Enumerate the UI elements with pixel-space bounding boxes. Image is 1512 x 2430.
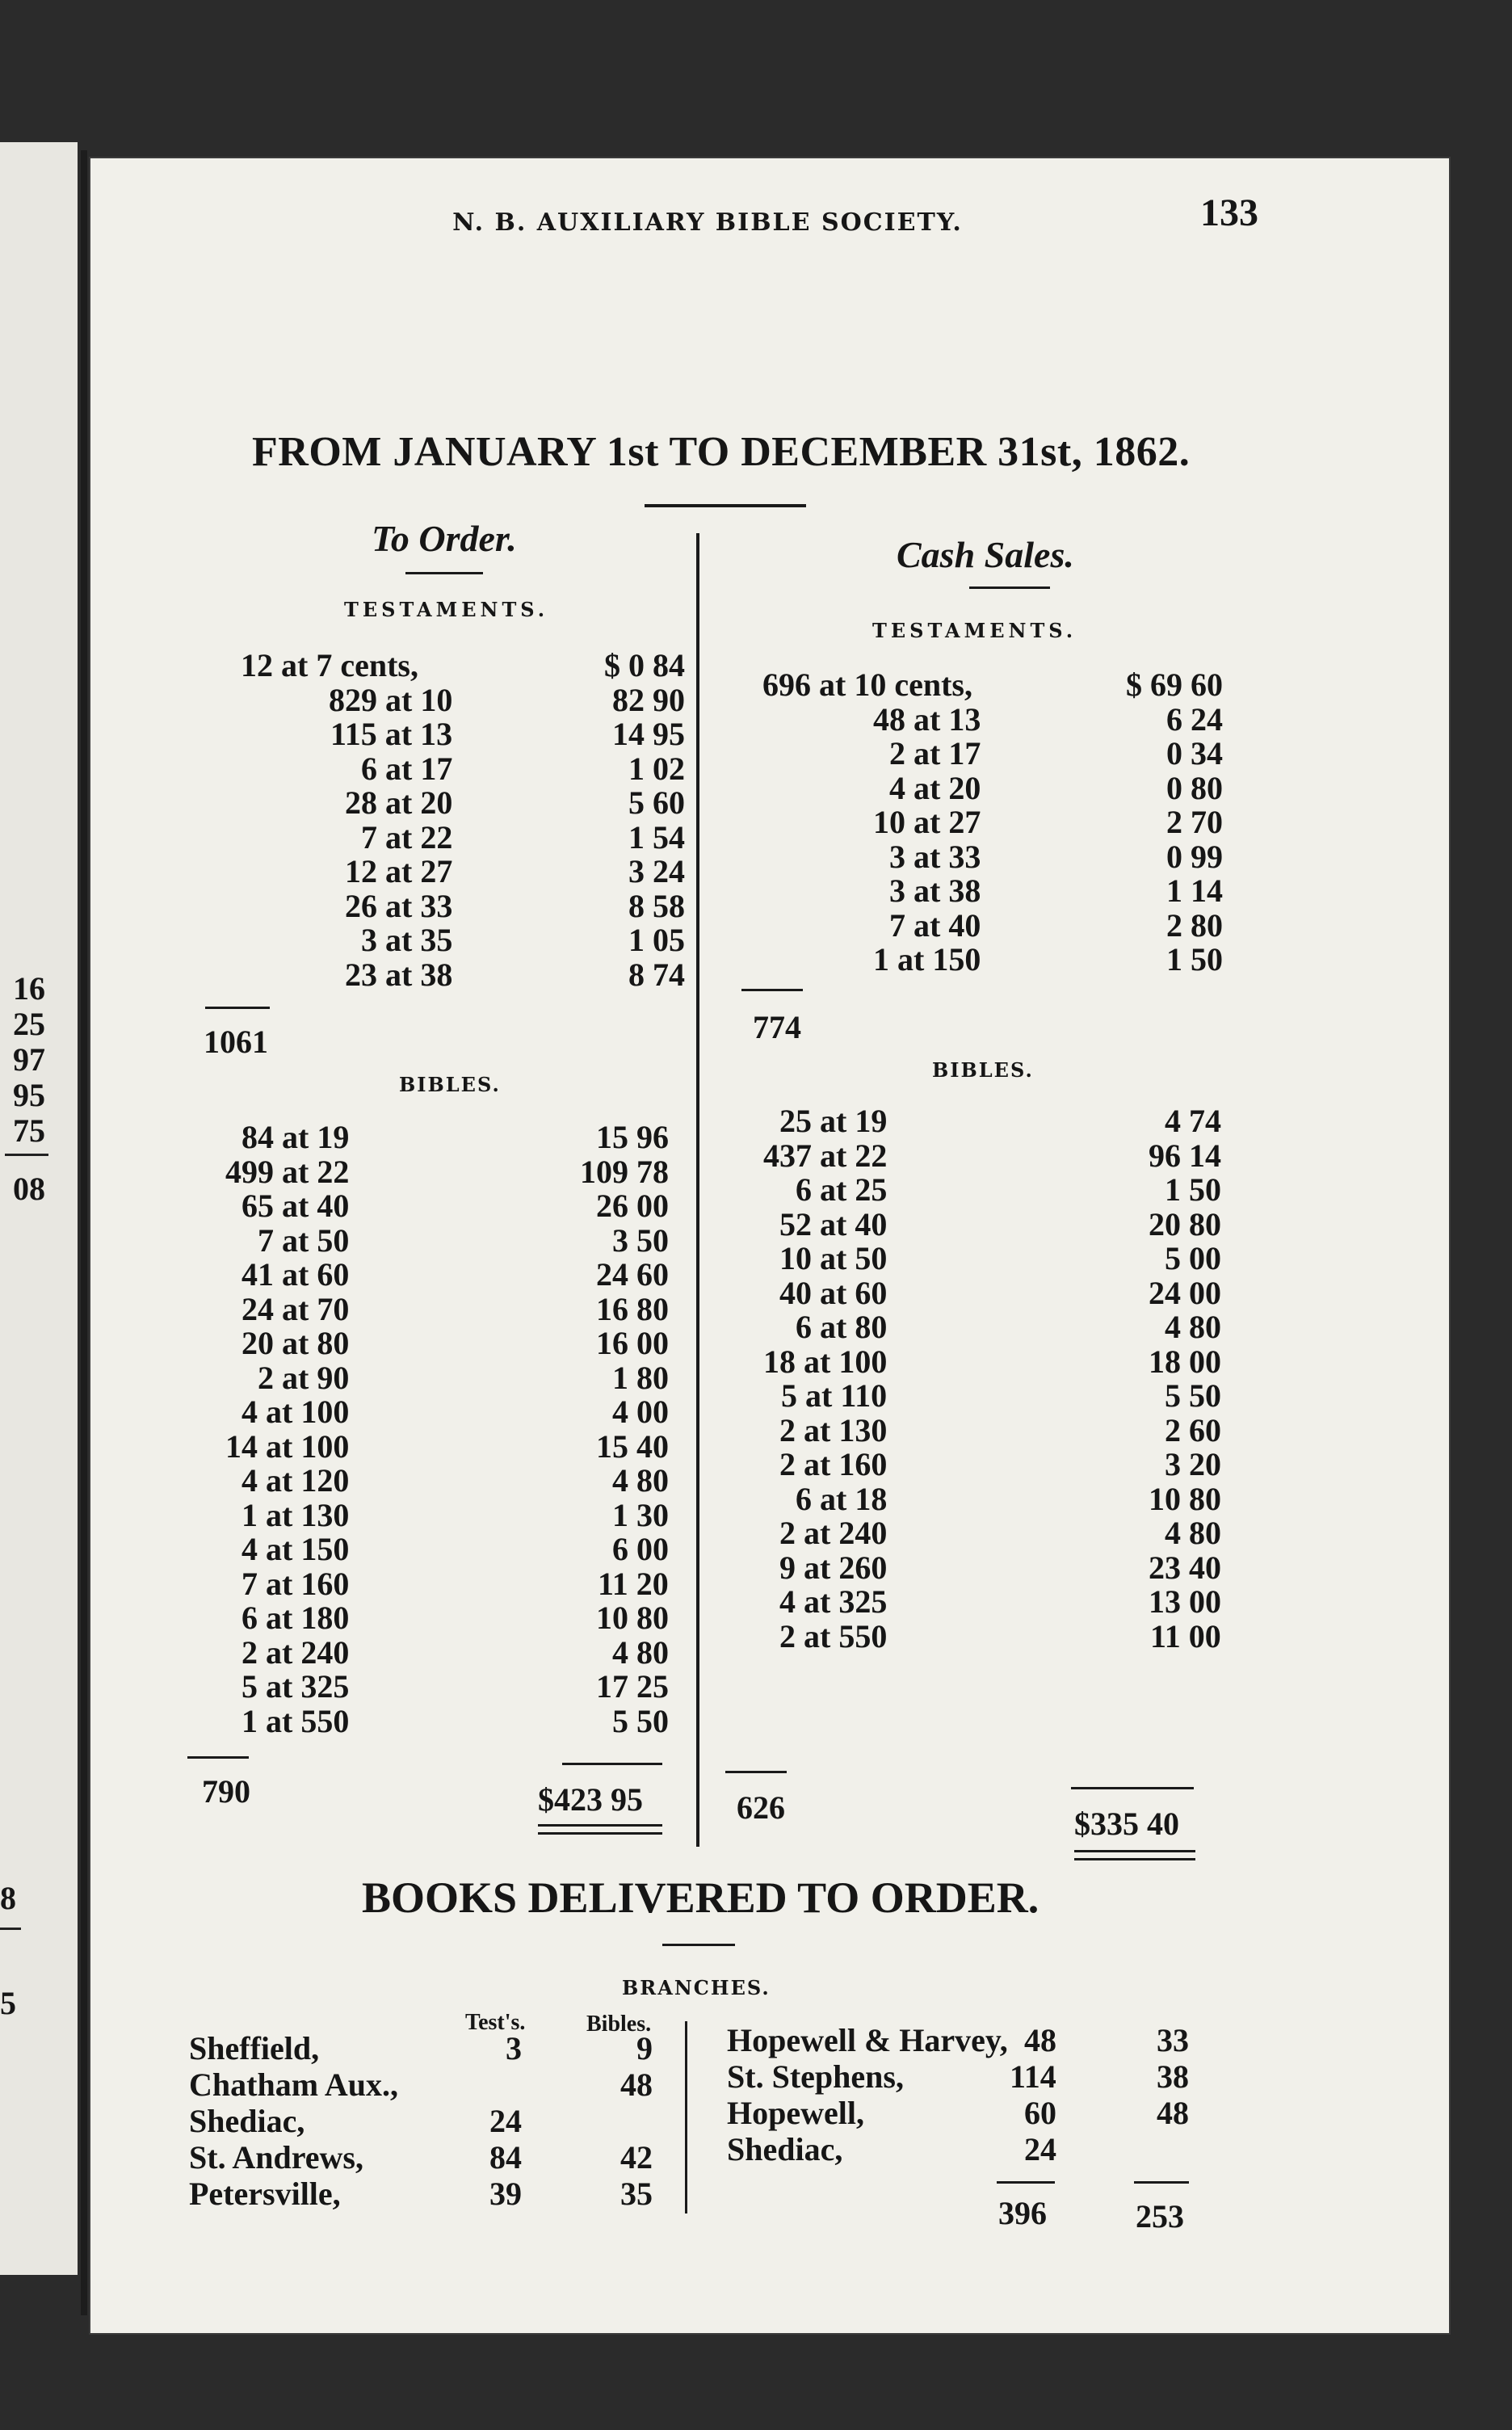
to-order-heading: To Order. xyxy=(372,518,517,559)
facing-page-fragment: 75 xyxy=(13,1112,45,1149)
cash-sales-bibles-total: 626 xyxy=(737,1789,785,1826)
ledger-amount: 1 50 xyxy=(1166,941,1223,977)
ledger-amount: 16 80 xyxy=(596,1290,669,1327)
branch-bibles: 48 xyxy=(1157,2095,1189,2131)
ledger-amount: 23 40 xyxy=(1149,1549,1221,1586)
running-head: N. B. AUXILIARY BIBLE SOCIETY. xyxy=(452,208,963,237)
ledger-quantity: 7 at 40 xyxy=(889,906,981,944)
ledger-amount: 24 00 xyxy=(1149,1274,1221,1311)
ledger-amount: 4 74 xyxy=(1165,1103,1221,1139)
branch-testaments: 3 xyxy=(506,2030,522,2066)
ledger-quantity: 10 at 50 xyxy=(779,1240,888,1276)
total-rule xyxy=(1134,2181,1189,2184)
to-order-bibles-total: 790 xyxy=(202,1773,250,1810)
to-order-testaments-label: TESTAMENTS. xyxy=(344,598,549,621)
cash-sales-bibles-label: BIBLES. xyxy=(932,1058,1034,1082)
ledger-amount: 5 50 xyxy=(612,1702,669,1739)
ledger-amount: 1 02 xyxy=(628,750,685,787)
ledger-amount: 16 00 xyxy=(596,1325,669,1361)
ledger-amount: 0 99 xyxy=(1166,838,1223,875)
cash-sales-testaments-total: 774 xyxy=(753,1009,801,1045)
ledger-quantity: 40 at 60 xyxy=(779,1274,888,1311)
ledger-quantity: 4 at 150 xyxy=(242,1531,350,1567)
ledger-quantity: 6 at 18 xyxy=(796,1480,888,1517)
ledger-quantity: 4 at 20 xyxy=(889,769,981,806)
bibles-column-header: Bibles. xyxy=(586,2012,652,2037)
ledger-quantity: 7 at 160 xyxy=(242,1565,350,1602)
ledger-quantity: 65 at 40 xyxy=(242,1188,350,1224)
double-rule xyxy=(538,1832,662,1835)
ledger-amount: 15 96 xyxy=(596,1119,669,1155)
ledger-quantity: 28 at 20 xyxy=(345,784,453,821)
facing-page-fragment: 25 xyxy=(13,1006,45,1042)
branch-name: Shediac, xyxy=(727,2131,843,2167)
ledger-quantity: 41 at 60 xyxy=(242,1256,350,1293)
ledger-quantity: 2 at 550 xyxy=(779,1617,888,1654)
branch-name: St. Stephens, xyxy=(727,2058,904,2095)
ledger-quantity: 4 at 325 xyxy=(779,1583,888,1620)
ledger-amount: 8 74 xyxy=(628,956,685,993)
ledger-quantity: 2 at 130 xyxy=(779,1411,888,1448)
cash-sales-testaments-label: TESTAMENTS. xyxy=(872,619,1077,642)
facing-page-rule xyxy=(0,1928,21,1930)
facing-page-fragment: 5 xyxy=(0,1985,16,2021)
ledger-quantity: 10 at 27 xyxy=(873,804,981,840)
ledger-amount: 20 80 xyxy=(1149,1205,1221,1242)
facing-page-fragment: 08 xyxy=(13,1171,45,1207)
ledger-amount: 11 00 xyxy=(1150,1617,1221,1654)
branch-testaments: 24 xyxy=(1024,2131,1056,2167)
ledger-quantity: 4 at 100 xyxy=(242,1394,350,1430)
branch-name: Sheffield, xyxy=(189,2030,320,2066)
branch-name: Hopewell & Harvey, xyxy=(727,2022,1008,2058)
to-order-grand-total: $423 95 xyxy=(538,1781,643,1818)
ledger-amount: 4 00 xyxy=(612,1394,669,1430)
tests-column-header: Test's. xyxy=(465,2010,526,2035)
ledger-quantity: 24 at 70 xyxy=(242,1290,350,1327)
ledger-quantity: 4 at 120 xyxy=(242,1462,350,1499)
ledger-amount: 1 80 xyxy=(612,1359,669,1396)
branch-name: St. Andrews, xyxy=(189,2139,363,2176)
branch-testaments: 24 xyxy=(489,2103,522,2139)
ledger-quantity: 2 at 240 xyxy=(779,1515,888,1551)
ledger-quantity: 1 at 130 xyxy=(242,1496,350,1533)
ledger-quantity: 115 at 13 xyxy=(330,716,453,752)
ledger-amount: 15 40 xyxy=(596,1427,669,1465)
title-rule xyxy=(645,504,806,507)
to-order-testaments-total: 1061 xyxy=(204,1024,268,1060)
ledger-amount: 10 80 xyxy=(596,1600,669,1636)
ledger-quantity: 48 at 13 xyxy=(873,700,981,738)
total-rule xyxy=(997,2181,1055,2184)
ledger-quantity: 696 at 10 cents, xyxy=(762,666,972,703)
branch-bibles: 38 xyxy=(1157,2058,1189,2095)
ledger-quantity: 84 at 19 xyxy=(242,1119,350,1155)
ledger-quantity: 2 at 160 xyxy=(779,1446,888,1482)
ledger-quantity: 6 at 80 xyxy=(796,1309,888,1345)
branch-testaments: 60 xyxy=(1024,2095,1056,2131)
branch-name: Shediac, xyxy=(189,2103,305,2139)
branches-total-tests: 396 xyxy=(998,2195,1047,2231)
ledger-amount: 2 70 xyxy=(1166,804,1223,840)
ledger-quantity: 2 at 90 xyxy=(258,1359,350,1396)
ledger-amount: 4 80 xyxy=(612,1462,669,1499)
ledger-amount: 2 60 xyxy=(1165,1411,1221,1448)
branches-divider xyxy=(685,2021,687,2213)
facing-page-edge xyxy=(0,142,78,2275)
ledger-quantity: 2 at 240 xyxy=(242,1633,350,1671)
ledger-quantity: 5 at 110 xyxy=(781,1377,888,1414)
ledger-amount: 8 58 xyxy=(628,887,685,924)
ledger-quantity: 9 at 260 xyxy=(779,1549,888,1586)
ledger-quantity: 3 at 38 xyxy=(889,872,981,909)
heading-rule xyxy=(405,572,483,574)
book-gutter xyxy=(81,150,87,2315)
ledger-quantity: 3 at 33 xyxy=(889,838,981,875)
ledger-quantity: 5 at 325 xyxy=(242,1668,350,1705)
ledger-amount: 1 50 xyxy=(1165,1171,1221,1208)
branch-testaments: 114 xyxy=(1010,2058,1056,2095)
ledger-amount: 4 80 xyxy=(612,1633,669,1671)
double-rule xyxy=(538,1824,662,1827)
ledger-amount: 96 14 xyxy=(1149,1137,1221,1174)
ledger-amount: 4 80 xyxy=(1165,1515,1221,1551)
ledger-quantity: 6 at 180 xyxy=(242,1600,350,1636)
heading-rule xyxy=(969,586,1050,589)
total-rule xyxy=(725,1771,787,1773)
branch-name: Petersville, xyxy=(189,2176,341,2212)
page-number: 133 xyxy=(1200,191,1258,234)
facing-page-fragment: 16 xyxy=(13,970,45,1007)
ledger-amount: 3 50 xyxy=(612,1221,669,1259)
ledger-quantity: 14 at 100 xyxy=(225,1427,350,1465)
ledger-amount: 13 00 xyxy=(1149,1583,1221,1620)
ledger-amount: 1 30 xyxy=(612,1496,669,1533)
branch-name: Hopewell, xyxy=(727,2095,864,2131)
ledger-quantity: 1 at 550 xyxy=(242,1702,350,1739)
ledger-amount: 109 78 xyxy=(580,1153,669,1190)
ledger-amount: 14 95 xyxy=(612,716,685,752)
ledger-amount: 10 80 xyxy=(1149,1480,1221,1517)
ledger-quantity: 2 at 17 xyxy=(889,735,981,771)
ledger-amount: $ 69 60 xyxy=(1126,666,1223,703)
ledger-quantity: 12 at 7 cents, xyxy=(241,647,418,683)
page-title: FROM JANUARY 1st TO DECEMBER 31st, 1862. xyxy=(252,429,1191,475)
ledger-amount: 1 14 xyxy=(1166,872,1223,909)
double-rule xyxy=(1074,1850,1195,1852)
branch-bibles: 9 xyxy=(636,2030,653,2066)
ledger-amount: 5 00 xyxy=(1165,1240,1221,1276)
branch-name: Chatham Aux., xyxy=(189,2066,398,2103)
ledger-quantity: 18 at 100 xyxy=(763,1343,888,1380)
ledger-amount: 6 00 xyxy=(612,1531,669,1567)
ledger-amount: 0 34 xyxy=(1166,735,1223,771)
ledger-quantity: 26 at 33 xyxy=(345,887,453,924)
cash-sales-heading: Cash Sales. xyxy=(897,534,1074,575)
total-rule xyxy=(205,1007,270,1009)
ledger-quantity: 20 at 80 xyxy=(242,1325,350,1361)
ledger-amount: 4 80 xyxy=(1165,1309,1221,1345)
cash-sales-grand-total: $335 40 xyxy=(1074,1806,1179,1842)
branch-bibles: 35 xyxy=(620,2176,653,2212)
ledger-quantity: 6 at 17 xyxy=(361,750,453,787)
ledger-amount: 26 00 xyxy=(596,1188,669,1224)
branches-label: BRANCHES. xyxy=(622,1976,771,1999)
column-divider xyxy=(696,533,699,1847)
ledger-amount: 24 60 xyxy=(596,1256,669,1293)
branch-testaments: 84 xyxy=(489,2139,522,2176)
ledger-quantity: 25 at 19 xyxy=(779,1103,888,1139)
ledger-amount: 5 50 xyxy=(1165,1377,1221,1414)
ledger-amount: 2 80 xyxy=(1166,906,1223,944)
title-rule xyxy=(662,1944,735,1946)
ledger-amount: 1 54 xyxy=(628,818,685,856)
double-rule xyxy=(1074,1858,1195,1860)
ledger-quantity: 3 at 35 xyxy=(361,922,453,958)
ledger-amount: 6 24 xyxy=(1166,700,1223,738)
total-rule xyxy=(187,1756,249,1759)
total-rule xyxy=(562,1763,662,1765)
facing-page-fragment: 95 xyxy=(13,1077,45,1113)
ledger-quantity: 829 at 10 xyxy=(329,681,453,718)
ledger-quantity: 437 at 22 xyxy=(763,1137,888,1174)
total-rule xyxy=(741,989,803,991)
ledger-amount: 17 25 xyxy=(596,1668,669,1705)
branch-testaments: 48 xyxy=(1024,2022,1056,2058)
ledger-amount: 11 20 xyxy=(598,1565,669,1602)
ledger-quantity: 12 at 27 xyxy=(345,853,453,889)
delivered-title: BOOKS DELIVERED TO ORDER. xyxy=(362,1873,1040,1922)
ledger-quantity: 1 at 150 xyxy=(873,941,981,977)
branch-bibles: 48 xyxy=(620,2066,653,2103)
ledger-amount: 3 24 xyxy=(628,853,685,889)
ledger-amount: 82 90 xyxy=(612,681,685,718)
ledger-quantity: 7 at 22 xyxy=(361,818,453,856)
ledger-amount: 1 05 xyxy=(628,922,685,958)
branch-testaments: 39 xyxy=(489,2176,522,2212)
to-order-bibles-label: BIBLES. xyxy=(399,1073,501,1096)
ledger-amount: 3 20 xyxy=(1165,1446,1221,1482)
facing-page-rule xyxy=(5,1154,48,1156)
ledger-quantity: 52 at 40 xyxy=(779,1205,888,1242)
ledger-quantity: 6 at 25 xyxy=(796,1171,888,1208)
ledger-amount: 5 60 xyxy=(628,784,685,821)
ledger-amount: 18 00 xyxy=(1149,1343,1221,1380)
total-rule xyxy=(1071,1787,1194,1789)
branch-bibles: 42 xyxy=(620,2139,653,2176)
branches-total-bibles: 253 xyxy=(1136,2198,1184,2235)
ledger-quantity: 7 at 50 xyxy=(258,1221,350,1259)
branch-bibles: 33 xyxy=(1157,2022,1189,2058)
ledger-amount: $ 0 84 xyxy=(604,647,685,683)
ledger-amount: 0 80 xyxy=(1166,769,1223,806)
facing-page-fragment: 97 xyxy=(13,1041,45,1078)
facing-page-fragment: 8 xyxy=(0,1880,16,1916)
ledger-quantity: 499 at 22 xyxy=(225,1153,350,1190)
ledger-quantity: 23 at 38 xyxy=(345,956,453,993)
